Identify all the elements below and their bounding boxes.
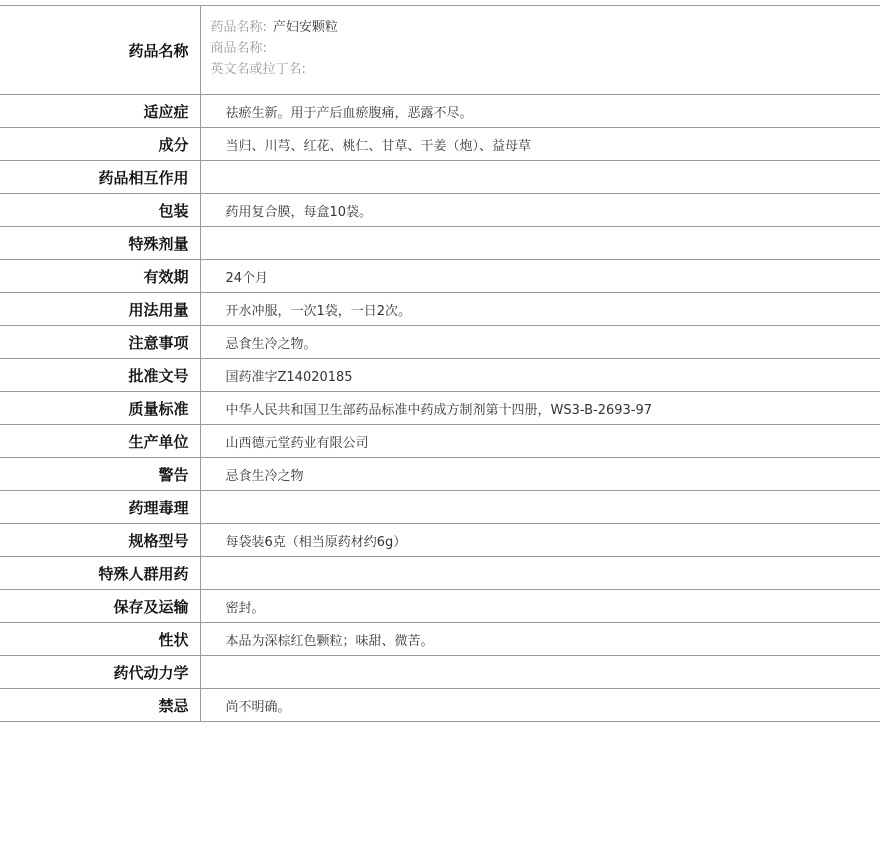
row-label: 批准文号 [0, 359, 200, 392]
row-label: 药品相互作用 [0, 161, 200, 194]
row-label: 生产单位 [0, 425, 200, 458]
row-label: 禁忌 [0, 689, 200, 722]
table-row [0, 425, 880, 458]
generic-name-value: 产妇安颗粒 [272, 20, 338, 35]
row-value [200, 161, 880, 194]
row-value: 国药准字Z14020185 [200, 359, 880, 392]
table-row [0, 524, 880, 557]
table-row [0, 95, 880, 128]
row-label: 成分 [0, 128, 200, 161]
row-value: 山西德元堂药业有限公司 [200, 425, 880, 458]
row-value: 每袋装6克（相当原药材约6g） [200, 524, 880, 557]
row-label: 药代动力学 [0, 656, 200, 689]
row-label: 药品名称 [0, 6, 200, 95]
row-value: 密封。 [200, 590, 880, 623]
english-name-key: 英文名或拉丁名: [210, 62, 306, 77]
row-value: 尚不明确。 [200, 689, 880, 722]
row-value [200, 491, 880, 524]
table-row [0, 128, 880, 161]
table-row [0, 359, 880, 392]
row-value: 祛瘀生新。用于产后血瘀腹痛，恶露不尽。 [200, 95, 880, 128]
trade-name-key: 商品名称: [210, 41, 267, 56]
row-label: 有效期 [0, 260, 200, 293]
row-value: 本品为深棕红色颗粒；味甜、微苦。 [200, 623, 880, 656]
table-row [0, 392, 880, 425]
table-row [0, 590, 880, 623]
row-label: 包装 [0, 194, 200, 227]
row-label: 保存及运输 [0, 590, 200, 623]
trade-name-line [211, 38, 880, 59]
table-row [0, 458, 880, 491]
row-value: 24个月 [200, 260, 880, 293]
row-label: 用法用量 [0, 293, 200, 326]
row-value [200, 227, 880, 260]
table-row [0, 260, 880, 293]
drug-spec-table [0, 5, 880, 722]
row-label: 适应症 [0, 95, 200, 128]
row-value: 忌食生冷之物 [200, 458, 880, 491]
row-label: 特殊人群用药 [0, 557, 200, 590]
table-row [0, 491, 880, 524]
row-value: 当归、川芎、红花、桃仁、甘草、干姜（炮）、益母草 [200, 128, 880, 161]
table-row [0, 623, 880, 656]
row-label: 警告 [0, 458, 200, 491]
table-row-drug-name [0, 6, 880, 95]
table-row [0, 689, 880, 722]
table-row [0, 326, 880, 359]
row-label: 特殊剂量 [0, 227, 200, 260]
row-value: 药用复合膜，每盒10袋。 [200, 194, 880, 227]
generic-name-key: 药品名称: [210, 20, 267, 35]
row-label: 药理毒理 [0, 491, 200, 524]
row-value [200, 557, 880, 590]
row-value: 开水冲服，一次1袋，一日2次。 [200, 293, 880, 326]
table-row [0, 227, 880, 260]
drug-name-cell [200, 6, 880, 95]
table-row [0, 161, 880, 194]
row-label: 质量标准 [0, 392, 200, 425]
table-row [0, 293, 880, 326]
row-value [200, 656, 880, 689]
row-label: 性状 [0, 623, 200, 656]
generic-name-line [211, 17, 880, 38]
english-name-line [211, 59, 880, 80]
table-row [0, 656, 880, 689]
table-row [0, 194, 880, 227]
table-row [0, 557, 880, 590]
row-value: 忌食生冷之物。 [200, 326, 880, 359]
row-label: 注意事项 [0, 326, 200, 359]
row-value: 中华人民共和国卫生部药品标准中药成方制剂第十四册，WS3-B-2693-97 [200, 392, 880, 425]
row-label: 规格型号 [0, 524, 200, 557]
